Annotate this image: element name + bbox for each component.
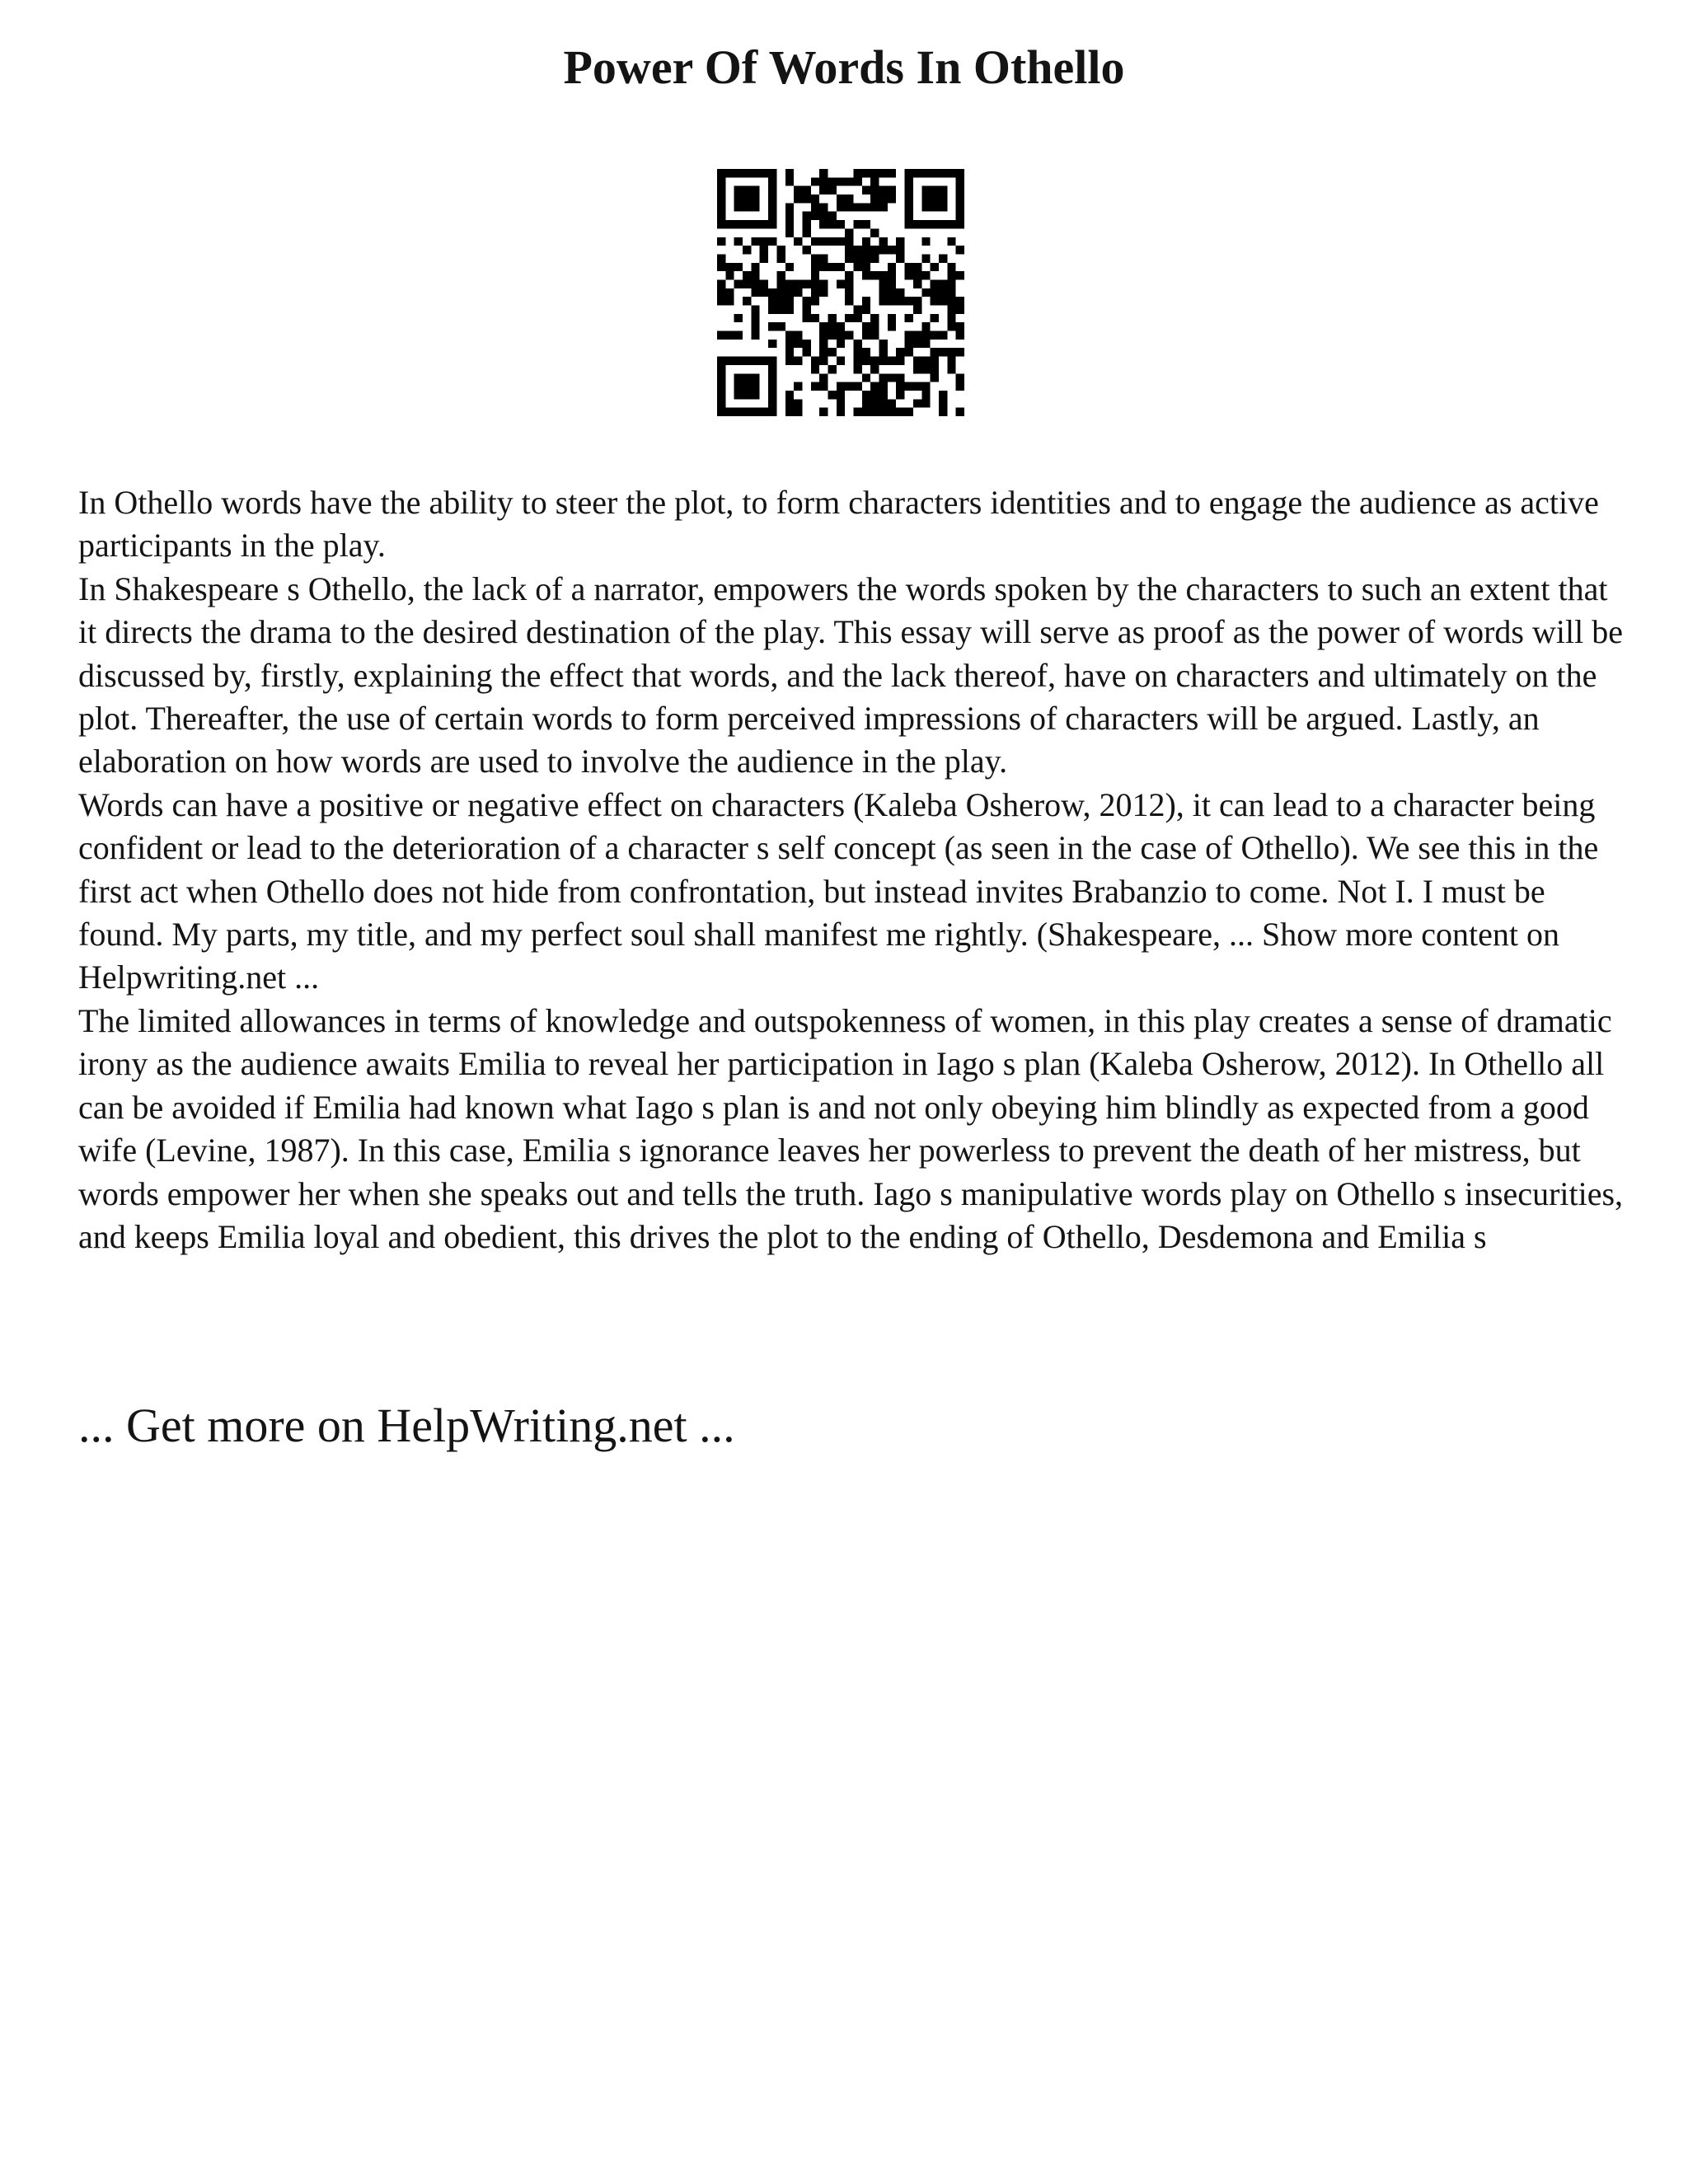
qr-code-icon[interactable] — [717, 169, 964, 416]
paragraph-thesis: In Shakespeare s Othello, the lack of a narrator, empowers the words spoken by the characters to such an extent that it directs the drama to the desired destination of the play. This essay will serve as proof as the power of words will be discussed by, firstly, explaining the effect that words, and the lack thereof, have on characters and ultimately on the plot. Thereafter, the use of certain words to form perceived impressions of characters will be argued. Lastly, an elaboration on how words are used to involve the audience in the play. — [78, 569, 1623, 780]
qr-code-graphic — [717, 169, 964, 416]
paragraph-effect-on-characters: Words can have a positive or negative effect on characters (Kaleba Osherow, 2012), it can lead to a character being confident or lead to the deterioration of a character s self concept (as seen in the case of Othello). We see this in the first act when Othello does not hide from confrontation, but instead invites Brabanzio to come. Not I. I must be found. My parts, my title, and my perfect soul shall manifest me rightly. (Shakespeare, ... Show more content on Helpwriting.net ... — [78, 785, 1599, 996]
essay-body — [78, 481, 1628, 1258]
get-more-link[interactable]: ... Get more on HelpWriting.net ... — [78, 1399, 735, 1452]
page-title: Power Of Words In Othello — [563, 40, 1125, 94]
paragraph-dramatic-irony: The limited allowances in terms of knowledge and outspokenness of women, in this play creates a sense of dramatic irony as the audience awaits Emilia to reveal her participation in Iago s plan (Kaleba Osherow, 2012). In Othello all can be avoided if Emilia had known what Iago s plan is and not only obeying him blindly as expected from a good wife (Levine, 1987). In this case, Emilia s ignorance leaves her powerless to prevent the death of her mistress, but words empower her when she speaks out and tells the truth. Iago s manipulative words play on Othello s insecurities, and keeps Emilia loyal and obedient, this drives the plot to the ending of Othello, Desdemona and Emilia s — [78, 1001, 1624, 1255]
paragraph-intro: In Othello words have the ability to steer the plot, to form characters identities and to engage the audience as active participants in the play. — [78, 484, 1599, 565]
